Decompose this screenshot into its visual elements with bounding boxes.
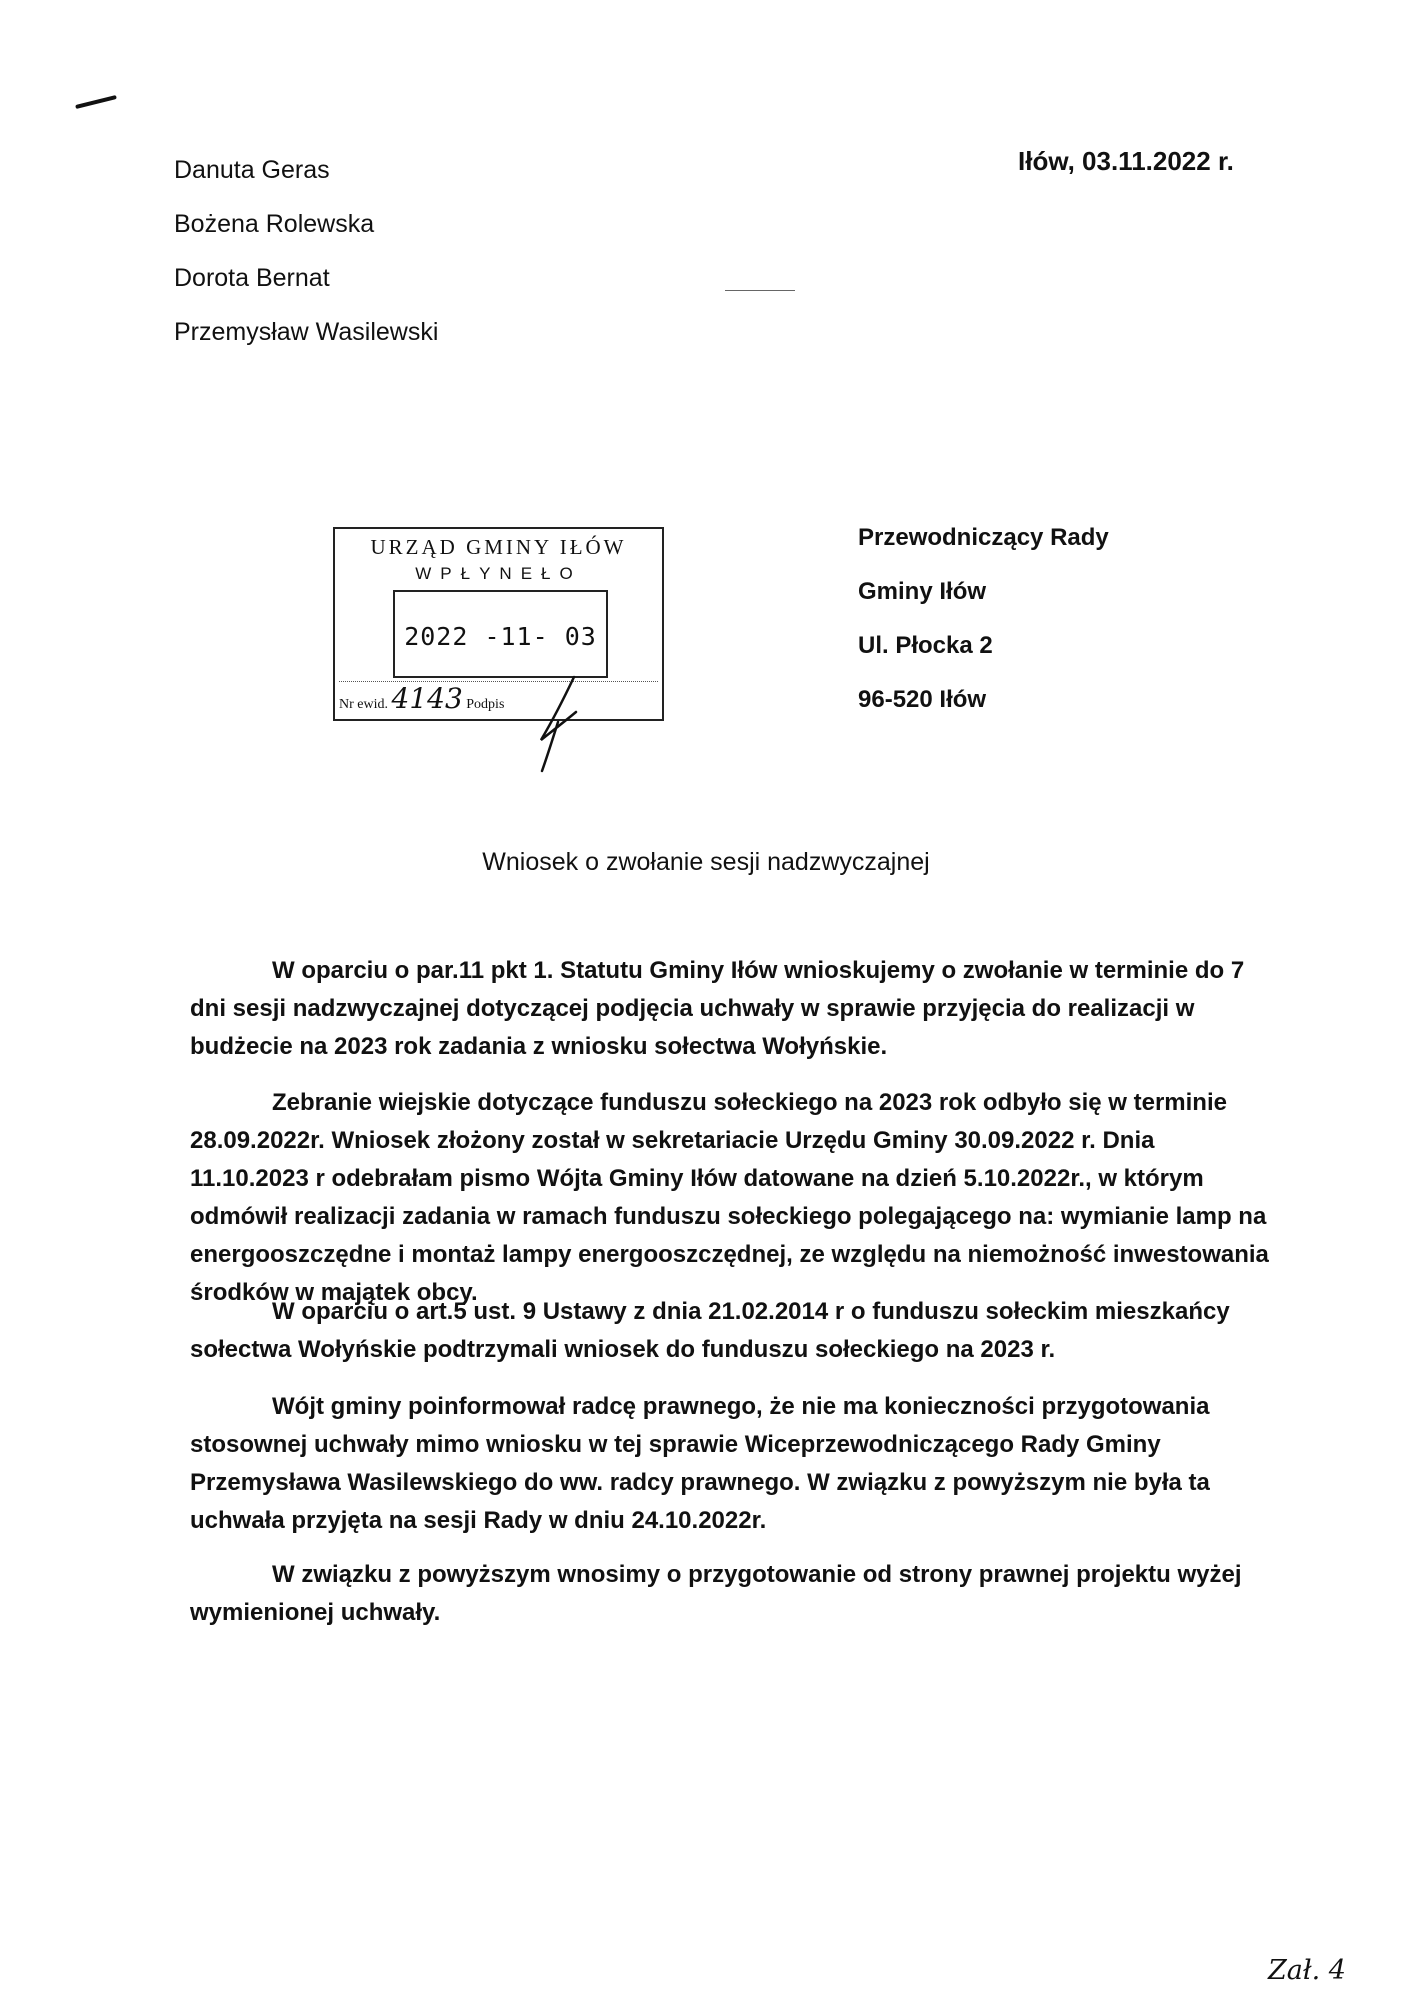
paragraph-text: W związku z powyższym wnosimy o przygotowanie od strony prawnej projektu wyżej wymienionej uchwały. [190, 1561, 1242, 1626]
stamp-record-number: 4143 [391, 682, 463, 715]
body-paragraph-4 [190, 1388, 1270, 1540]
sender-name-2: Bożena Rolewska [174, 210, 375, 238]
stamp-footer [339, 681, 658, 715]
body-paragraph-1 [190, 952, 1270, 1066]
sender-name-3: Dorota Bernat [174, 264, 330, 292]
sender-name-1: Danuta Geras [174, 156, 330, 184]
recipient-postal-city: 96-520 Iłów [858, 686, 987, 713]
stamp-date-box [393, 590, 608, 678]
handwritten-dash-mark [75, 95, 117, 109]
letter-subject: Wniosek o zwołanie sesji nadzwyczajnej [482, 848, 930, 876]
place-and-date: Iłów, 03.11.2022 r. [1018, 146, 1234, 176]
stamp-record-label: Nr ewid. [339, 697, 388, 712]
stamp-received-label: WPŁYNEŁO [415, 564, 582, 583]
recipient-title: Przewodniczący Rady [858, 524, 1109, 551]
recipient-municipality: Gminy Iłów [858, 578, 987, 605]
paragraph-text: W oparciu o par.11 pkt 1. Statutu Gminy Iłów wnioskujemy o zwołanie w terminie do 7 dni sesji nadzwyczajnej dotyczącej podjęcia uchwały w sprawie przyjęcia do realizacji w budżecie na 2023 rok zadania z wniosku sołectwa Wołyńskie. [190, 957, 1245, 1060]
office-received-stamp [333, 527, 664, 721]
paragraph-text: Wójt gminy poinformował radcę prawnego, że nie ma konieczności przygotowania stosownej uchwały mimo wniosku w tej sprawie Wiceprzewodniczącego Rady Gminy Przemysława Wasilewskiego do ww. radcy prawnego. W związku z powyższym nie była ta uchwała przyjęta na sesji Rady w dniu 24.10.2022r. [190, 1393, 1210, 1534]
paragraph-text: W oparciu o art.5 ust. 9 Ustawy z dnia 21.02.2014 r o funduszu sołeckim mieszkańcy sołectwa Wołyńskie podtrzymali wniosek do funduszu sołeckiego na 2023 r. [190, 1298, 1230, 1363]
stamp-office-name: URZĄD GMINY IŁÓW [370, 535, 627, 559]
body-paragraph-5 [190, 1556, 1270, 1632]
sender-name-4: Przemysław Wasilewski [174, 318, 439, 346]
body-paragraph-2 [190, 1084, 1270, 1312]
body-paragraph-3 [190, 1293, 1270, 1369]
handwritten-signature [530, 670, 590, 780]
stamp-signature-label: Podpis [466, 697, 505, 712]
faint-scan-line [725, 290, 795, 291]
paragraph-text: Zebranie wiejskie dotyczące funduszu sołeckiego na 2023 rok odbyło się w terminie 28.09.2022r. Wniosek złożony został w sekretariacie Urzędu Gminy 30.09.2022 r. Dnia 11.10.2023 r odebrałam pismo Wójta Gminy Iłów datowane na dzień 5.10.2022r., w którym odmówił realizacji zadania w ramach funduszu sołeckiego polegającego na: wymianie lamp na energooszczędne i montaż lampy energooszczędnej, ze względu na niemożność inwestowania środków w majątek obcy. [190, 1089, 1269, 1306]
recipient-street: Ul. Płocka 2 [858, 632, 993, 659]
stamp-date: 2022 -11- 03 [404, 622, 597, 651]
attachment-note: Zał. 4 [1268, 1955, 1346, 1986]
